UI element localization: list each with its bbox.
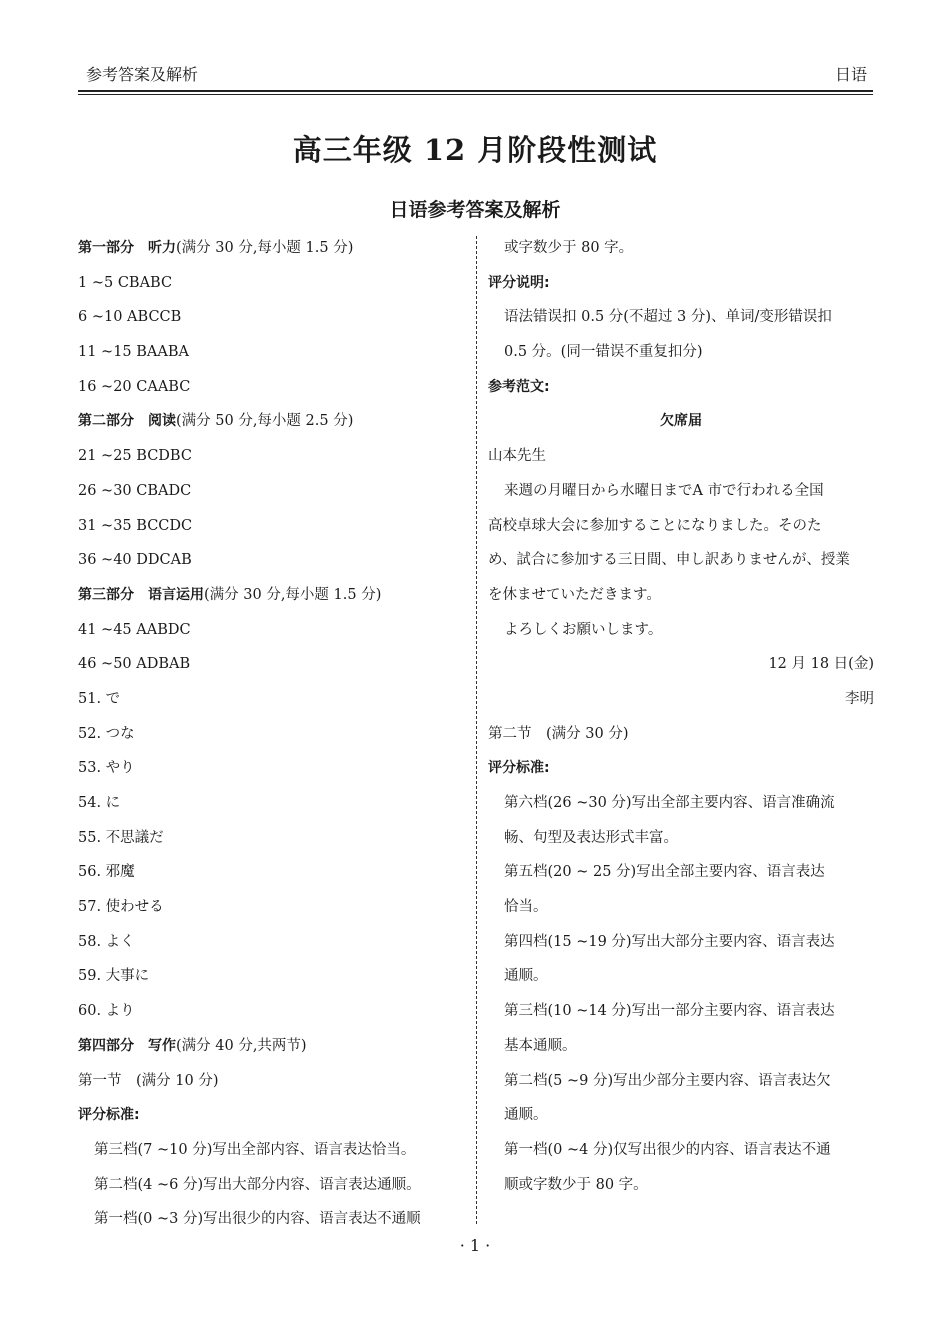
answer-line: 51. で xyxy=(78,690,121,707)
section2-heading: 第二节 (满分 30 分) xyxy=(488,725,629,742)
continuation-line: 或字数少于 80 字。 xyxy=(504,240,634,256)
criteria-label: 评分标准: xyxy=(488,760,550,777)
criteria-line: 畅、句型及表达形式丰富。 xyxy=(504,829,678,846)
criteria-line: 第一档(0 ~3 分)写出很少的内容、语言表达不通顺 xyxy=(94,1211,421,1228)
part4-heading: 第四部分 写作(满分 40 分,共两节) xyxy=(78,1037,307,1054)
page-subtitle: 日语参考答案及解析 xyxy=(389,199,561,221)
scoring-line: 0.5 分。(同一错误不重复扣分) xyxy=(504,344,703,361)
column-divider xyxy=(476,236,477,1224)
criteria-line: 第三档(7 ~10 分)写出全部内容、语言表达恰当。 xyxy=(94,1141,416,1158)
part1-heading: 第一部分 听力(满分 30 分,每小题 1.5 分) xyxy=(78,240,354,256)
header-rule-thin xyxy=(78,94,873,95)
answer-line: 58. よく xyxy=(78,933,135,950)
page-header xyxy=(78,62,873,86)
answer-line: 36 ~40 DDCAB xyxy=(78,552,192,569)
answer-line: 41 ~45 AABDC xyxy=(78,621,191,638)
sample-body-line: 来週の月曜日から水曜日までA 市で行われる全国 xyxy=(504,482,824,499)
answer-line: 55. 不思議だ xyxy=(78,829,164,846)
criteria-line: 第二档(4 ~6 分)写出大部分内容、语言表达通顺。 xyxy=(94,1176,421,1193)
answer-line: 57. 使わせる xyxy=(78,899,164,916)
header-rule-thick xyxy=(78,90,873,92)
page-title: 高三年级 12 月阶段性测试 xyxy=(292,133,658,167)
sample-date: 12 月 18 日(金) xyxy=(768,656,874,673)
header-right: 日语 xyxy=(834,65,867,84)
criteria-line: 第四档(15 ~19 分)写出大部分主要内容、语言表达 xyxy=(504,933,835,950)
answer-line: 53. やり xyxy=(78,760,135,777)
criteria-line: 第三档(10 ~14 分)写出一部分主要内容、语言表达 xyxy=(504,1003,835,1020)
answer-line: 52. つな xyxy=(78,725,135,742)
answer-line: 31 ~35 BCCDC xyxy=(78,517,193,534)
sample-body-line: め、試合に参加する三日間、申し訳ありませんが、授業 xyxy=(488,552,850,569)
criteria-line: 恰当。 xyxy=(504,899,548,916)
scoring-label: 评分说明: xyxy=(488,274,550,291)
scoring-line: 语法错误扣 0.5 分(不超过 3 分)、单词/变形错误扣 xyxy=(504,309,832,326)
sample-recipient: 山本先生 xyxy=(488,448,546,465)
sample-body-line: 高校卓球大会に参加することになりました。そのた xyxy=(488,517,822,534)
answer-line: 56. 邪魔 xyxy=(78,864,135,881)
sample-name: 李明 xyxy=(845,690,874,707)
sample-body-line: を休ませていただきます。 xyxy=(488,586,661,603)
part2-heading: 第二部分 阅读(满分 50 分,每小题 2.5 分) xyxy=(78,413,354,430)
answer-line: 21 ~25 BCDBC xyxy=(78,448,192,465)
header-left: 参考答案及解析 xyxy=(86,65,199,84)
criteria-line: 第一档(0 ~4 分)仅写出很少的内容、语言表达不通 xyxy=(504,1141,831,1158)
answer-line: 54. に xyxy=(78,795,121,811)
criteria-line: 通顺。 xyxy=(504,968,548,985)
answer-line: 26 ~30 CBADC xyxy=(78,482,192,499)
criteria-line: 第六档(26 ~30 分)写出全部主要内容、语言准确流 xyxy=(504,795,835,811)
sample-title: 欠席届 xyxy=(660,413,702,430)
right-column xyxy=(488,231,874,1202)
criteria-line: 第二档(5 ~9 分)写出少部分主要内容、语言表达欠 xyxy=(504,1072,831,1089)
criteria-line: 第五档(20 ~ 25 分)写出全部主要内容、语言表达 xyxy=(504,864,825,881)
answer-line: 1 ~5 CBABC xyxy=(78,274,173,291)
answer-line: 46 ~50 ADBAB xyxy=(78,656,191,673)
page-number: · 1 · xyxy=(459,1236,491,1255)
answer-line: 59. 大事に xyxy=(78,968,150,985)
answer-line: 11 ~15 BAABA xyxy=(78,344,189,361)
criteria-line: 通顺。 xyxy=(504,1107,548,1124)
criteria-label: 评分标准: xyxy=(78,1107,140,1124)
left-column xyxy=(78,231,470,1237)
criteria-line: 基本通顺。 xyxy=(504,1037,577,1054)
sample-label: 参考范文: xyxy=(488,378,550,395)
criteria-line: 顺或字数少于 80 字。 xyxy=(504,1176,648,1193)
part3-heading: 第三部分 语言运用(满分 30 分,每小题 1.5 分) xyxy=(78,586,382,603)
answer-line: 60. より xyxy=(78,1003,135,1020)
sample-body-line: よろしくお願いします。 xyxy=(504,621,663,638)
answer-line: 16 ~20 CAABC xyxy=(78,378,191,395)
section1-heading: 第一节 (满分 10 分) xyxy=(78,1072,219,1089)
answer-line: 6 ~10 ABCCB xyxy=(78,309,182,326)
